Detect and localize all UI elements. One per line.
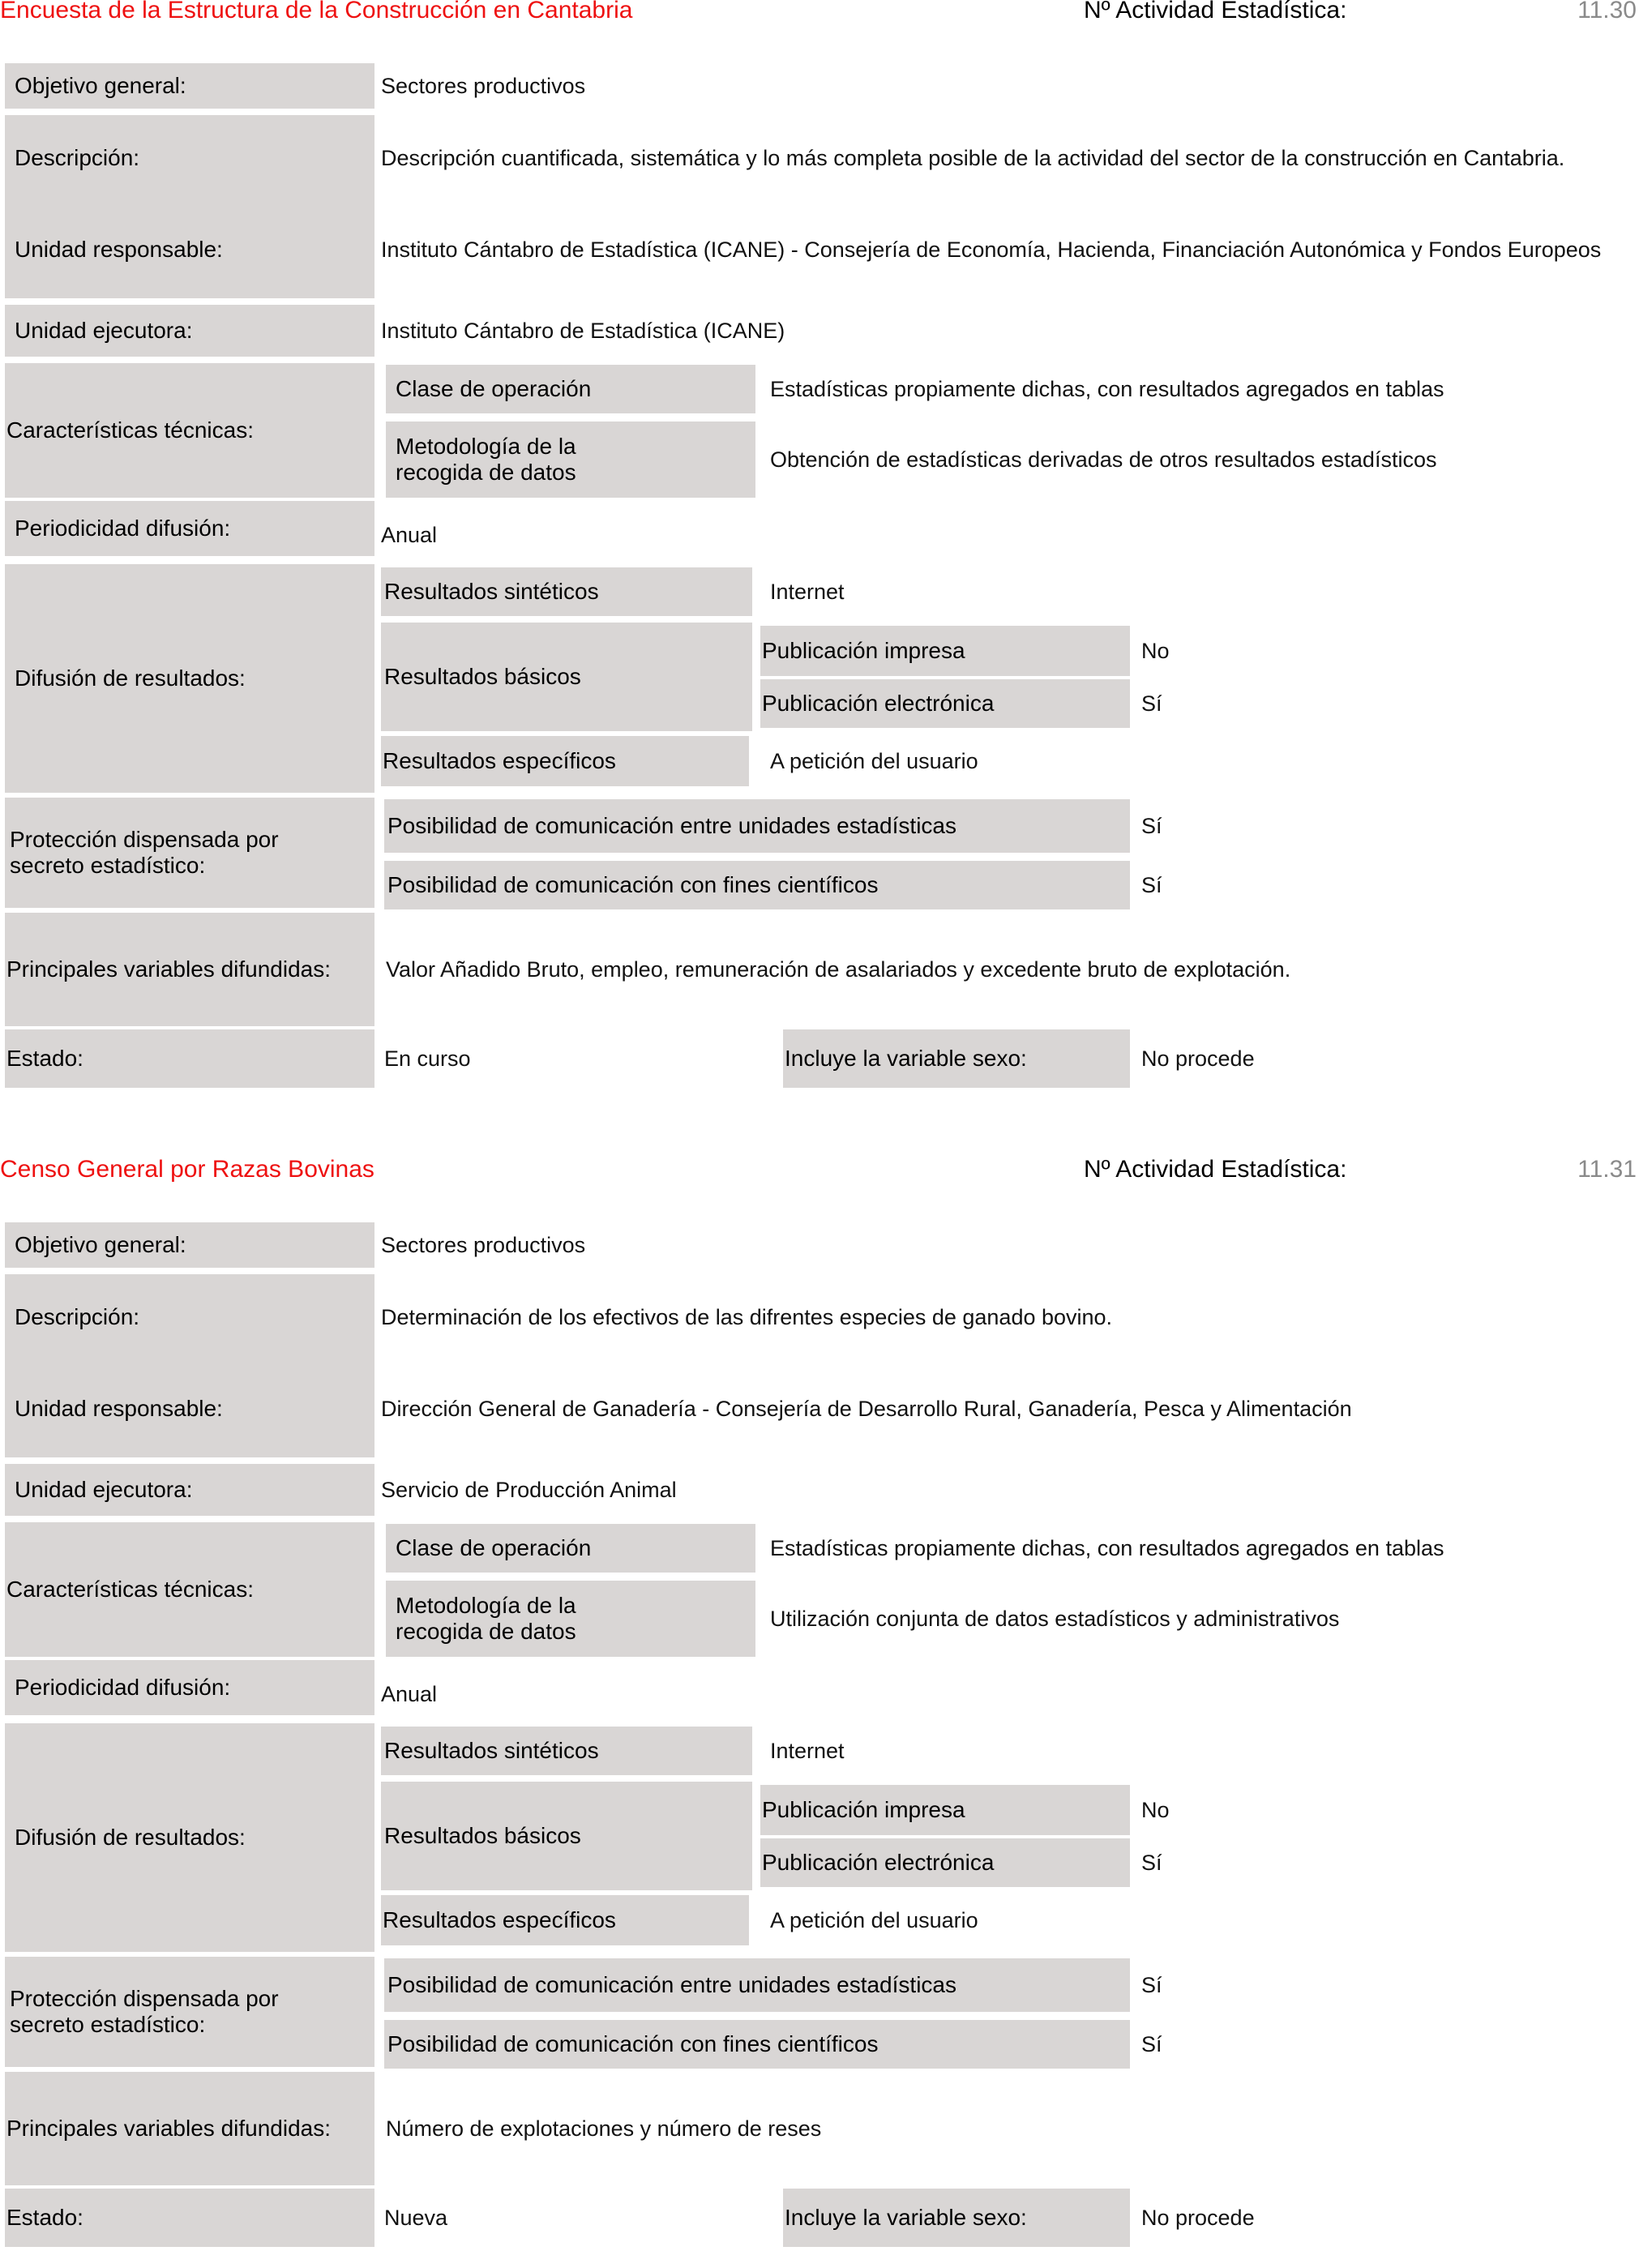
publicacion-impresa-label: Publicación impresa — [760, 1785, 1130, 1835]
resultados-sinteticos-value: Internet — [770, 579, 845, 604]
clase-operacion-value: Estadísticas propiamente dichas, con resultados agregados en tablas — [770, 376, 1444, 401]
unidad-ejecutora-value: Instituto Cántabro de Estadística (ICANE) — [381, 318, 785, 343]
caracteristicas-label: Características técnicas: — [5, 1522, 374, 1657]
principales-variables-label: Principales variables difundidas: — [5, 913, 374, 1026]
resultados-sinteticos-value: Internet — [770, 1738, 845, 1763]
principales-variables-value: Número de explotaciones y número de reses — [386, 2116, 822, 2141]
activity-number-label: Nº Actividad Estadística: — [1084, 1156, 1347, 1183]
proteccion-label: Protección dispensada por secreto estadístico: — [5, 1957, 374, 2067]
resultados-especificos-label: Resultados específicos — [381, 736, 749, 786]
estado-value: En curso — [384, 1046, 471, 1071]
descripcion-label: Descripción: — [5, 1274, 374, 1360]
resultados-especificos-value: A petición del usuario — [770, 1907, 978, 1932]
activity-title: Censo General por Razas Bovinas — [0, 1156, 374, 1183]
comunicacion-unidades-label: Posibilidad de comunicación entre unidades estadísticas — [384, 1958, 1130, 2012]
unidad-responsable-label: Unidad responsable: — [5, 1360, 374, 1457]
comunicacion-cientificos-label: Posibilidad de comunicación con fines científicos — [384, 861, 1130, 909]
objetivo-label: Objetivo general: — [5, 1222, 374, 1268]
proteccion-label: Protección dispensada por secreto estadístico: — [5, 798, 374, 908]
metodologia-value: Utilización conjunta de datos estadísticos y administrativos — [770, 1606, 1340, 1631]
unidad-ejecutora-label: Unidad ejecutora: — [5, 1464, 374, 1516]
clase-operacion-label: Clase de operación — [386, 365, 755, 413]
publicacion-electronica-value: Sí — [1141, 1850, 1162, 1875]
activity-number: 11.30 — [1577, 0, 1637, 24]
publicacion-impresa-label: Publicación impresa — [760, 626, 1130, 676]
difusion-label: Difusión de resultados: — [5, 564, 374, 793]
principales-variables-value: Valor Añadido Bruto, empleo, remuneración de asalariados y excedente bruto de explotación. — [386, 956, 1291, 982]
activity-number: 11.31 — [1577, 1156, 1637, 1183]
periodicidad-label: Periodicidad difusión: — [5, 1660, 374, 1715]
comunicacion-cientificos-value: Sí — [1141, 2031, 1162, 2056]
comunicacion-cientificos-label: Posibilidad de comunicación con fines científicos — [384, 2020, 1130, 2069]
unidad-responsable-label: Unidad responsable: — [5, 201, 374, 298]
resultados-basicos-label: Resultados básicos — [381, 1782, 752, 1890]
resultados-basicos-label: Resultados básicos — [381, 623, 752, 731]
metodologia-label: Metodología de la recogida de datos — [386, 1581, 755, 1657]
periodicidad-label: Periodicidad difusión: — [5, 501, 374, 556]
estado-value: Nueva — [384, 2205, 448, 2230]
descripcion-label: Descripción: — [5, 115, 374, 201]
objetivo-value: Sectores productivos — [381, 1232, 586, 1257]
publicacion-electronica-label: Publicación electrónica — [760, 679, 1130, 728]
unidad-responsable-value: Instituto Cántabro de Estadística (ICANE) - Consejería de Economía, Hacienda, Financiación Autonómica y Fondos Europeos — [381, 237, 1602, 262]
estado-label: Estado: — [5, 1029, 374, 1088]
caracteristicas-label: Características técnicas: — [5, 363, 374, 498]
publicacion-electronica-label: Publicación electrónica — [760, 1838, 1130, 1887]
descripcion-value: Descripción cuantificada, sistemática y lo más completa posible de la actividad del sector de la construcción en Cantabria. — [381, 145, 1565, 170]
activity-number-label: Nº Actividad Estadística: — [1084, 0, 1347, 24]
comunicacion-unidades-label: Posibilidad de comunicación entre unidades estadísticas — [384, 799, 1130, 853]
clase-operacion-value: Estadísticas propiamente dichas, con resultados agregados en tablas — [770, 1535, 1444, 1560]
variable-sexo-label: Incluye la variable sexo: — [783, 1029, 1130, 1088]
comunicacion-unidades-value: Sí — [1141, 813, 1162, 838]
publicacion-impresa-value: No — [1141, 638, 1170, 663]
activity-title: Encuesta de la Estructura de la Construcción en Cantabria — [0, 0, 633, 24]
resultados-sinteticos-label: Resultados sintéticos — [381, 1727, 752, 1775]
difusion-label: Difusión de resultados: — [5, 1723, 374, 1952]
variable-sexo-value: No procede — [1141, 2205, 1255, 2230]
resultados-especificos-value: A petición del usuario — [770, 748, 978, 773]
variable-sexo-value: No procede — [1141, 1046, 1255, 1071]
resultados-especificos-label: Resultados específicos — [381, 1895, 749, 1945]
activity-section — [0, 1158, 1639, 2268]
publicacion-impresa-value: No — [1141, 1797, 1170, 1822]
periodicidad-value: Anual — [381, 1681, 438, 1706]
publicacion-electronica-value: Sí — [1141, 691, 1162, 716]
comunicacion-cientificos-value: Sí — [1141, 872, 1162, 897]
descripcion-value: Determinación de los efectivos de las difrentes especies de ganado bovino. — [381, 1304, 1113, 1329]
metodologia-value: Obtención de estadísticas derivadas de otros resultados estadísticos — [770, 447, 1437, 472]
principales-variables-label: Principales variables difundidas: — [5, 2072, 374, 2185]
variable-sexo-label: Incluye la variable sexo: — [783, 2189, 1130, 2247]
unidad-responsable-value: Dirección General de Ganadería - Consejería de Desarrollo Rural, Ganadería, Pesca y Alimentación — [381, 1396, 1352, 1421]
activity-section — [0, 0, 1639, 1109]
metodologia-label: Metodología de la recogida de datos — [386, 422, 755, 498]
resultados-sinteticos-label: Resultados sintéticos — [381, 567, 752, 616]
periodicidad-value: Anual — [381, 522, 438, 547]
objetivo-value: Sectores productivos — [381, 73, 586, 98]
clase-operacion-label: Clase de operación — [386, 1524, 755, 1573]
objetivo-label: Objetivo general: — [5, 63, 374, 109]
unidad-ejecutora-label: Unidad ejecutora: — [5, 305, 374, 357]
estado-label: Estado: — [5, 2189, 374, 2247]
comunicacion-unidades-value: Sí — [1141, 1972, 1162, 1997]
unidad-ejecutora-value: Servicio de Producción Animal — [381, 1477, 677, 1502]
